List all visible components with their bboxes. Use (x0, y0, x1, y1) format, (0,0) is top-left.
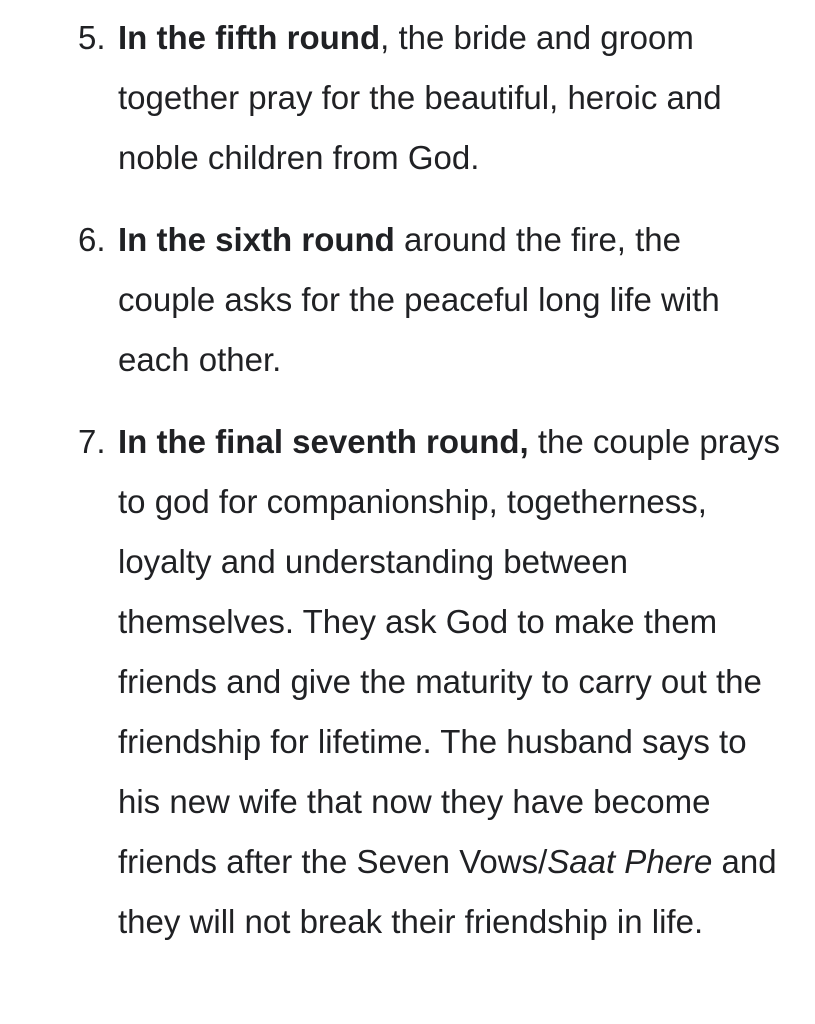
list-item-text (118, 19, 722, 176)
numbered-list (0, 8, 815, 974)
list-number: 5. (78, 19, 106, 56)
item-body-end: and they will not break their friendship in life. (118, 843, 777, 940)
italic-term: Saat Phere (547, 843, 713, 880)
item-body: around the fire, the couple asks for the peaceful long life with each other. (118, 221, 720, 378)
list-item-text (118, 423, 780, 940)
list-number: 6. (78, 221, 106, 258)
list-item-text (118, 221, 720, 378)
item-body: the couple prays to god for companionship, togetherness, loyalty and understanding between themselves. They ask God to make them friends and give the maturity to carry out the friendship for lifetime. The husband says to his new wife that now they have become friends after the Seven Vows/ (118, 423, 781, 880)
item-body: , the bride and groom together pray for the beautiful, heroic and noble children from God. (118, 19, 722, 176)
list-item-7 (0, 412, 815, 952)
bold-lead: In the final seventh round, (118, 423, 529, 460)
bold-lead: In the sixth round (118, 221, 395, 258)
list-number: 7. (78, 423, 106, 460)
list-item-6 (0, 210, 815, 390)
bold-lead: In the fifth round (118, 19, 381, 56)
list-item-5 (0, 8, 815, 188)
